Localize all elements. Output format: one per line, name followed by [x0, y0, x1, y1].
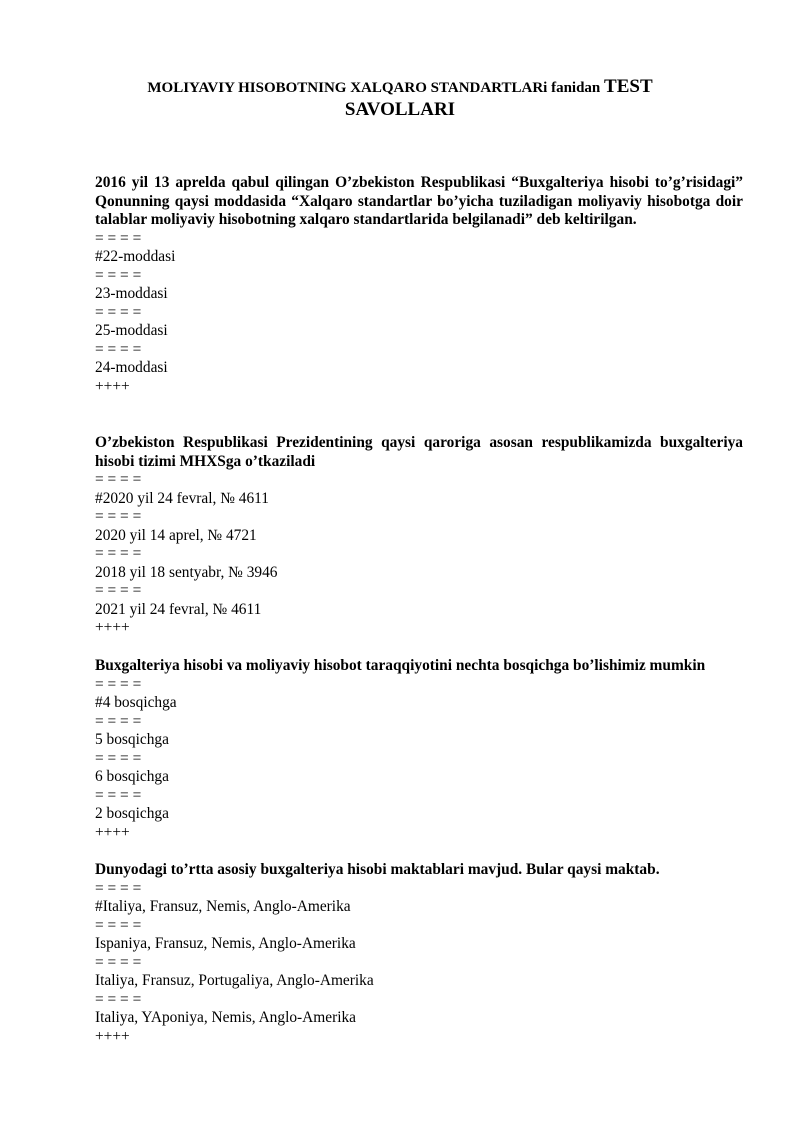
answer-option: 2020 yil 14 aprel, № 4721: [95, 526, 257, 544]
separator: = = = =: [95, 229, 142, 247]
question-text: Dunyodagi to’rtta asosiy buxgalteriya hisobi maktablari mavjud. Bular qaysi maktab.: [95, 861, 660, 878]
terminator: ++++: [95, 619, 130, 636]
separator: = = = =: [95, 712, 142, 730]
answer-option: 25-moddasi: [95, 322, 168, 339]
answer-option: 2018 yil 18 sentyabr, № 3946: [95, 563, 278, 581]
separator: = = = =: [95, 786, 142, 804]
question-block-3: [95, 657, 743, 842]
separator: = = = =: [95, 879, 142, 897]
separator: = = = =: [95, 303, 142, 321]
document-title: [80, 76, 720, 99]
answer-option: 2 bosqichga: [95, 805, 169, 822]
separator: = = = =: [95, 340, 142, 358]
answer-option: Ispaniya, Fransuz, Nemis, Anglo-Amerika: [95, 935, 356, 952]
terminator: ++++: [95, 1027, 130, 1045]
question-block-1: [95, 174, 743, 396]
separator: = = = =: [95, 582, 142, 599]
answer-option: #Italiya, Fransuz, Nemis, Anglo-Amerika: [95, 898, 351, 915]
answer-option: Italiya, Fransuz, Portugaliya, Anglo-Amerika: [95, 972, 374, 989]
answer-option: 6 bosqichga: [95, 768, 169, 785]
answer-option: 24-moddasi: [95, 359, 168, 376]
answer-option: #22-moddasi: [95, 248, 176, 265]
separator: = = = =: [95, 749, 142, 767]
separator: = = = =: [95, 266, 142, 284]
answer-option: #4 bosqichga: [95, 694, 177, 711]
separator: = = = =: [95, 916, 142, 934]
question-text: Buxgalteriya hisobi va moliyaviy hisobot taraqqiyotini nechta bosqichga bo’lishimiz mumkin: [95, 657, 706, 674]
title-main: MOLIYAVIY HISOBOTNING XALQARO STANDARTLARi fanidan: [147, 80, 605, 96]
title-test-word: TEST: [604, 76, 653, 97]
terminator: ++++: [95, 377, 130, 395]
answer-option: Italiya, YAponiya, Nemis, Anglo-Amerika: [95, 1009, 357, 1026]
question-text: 2016 yil 13 aprelda qabul qilingan O’zbekiston Respublikasi “Buxgalteriya hisobi to’g’risidagi” Qonunning qaysi moddasida “Xalqaro standartlar bo’yicha tuziladigan moliyaviy hisobotga doir talablar moliyaviy hisobotning xalqaro standartlarida belgilanadi” deb keltirilgan.: [95, 174, 743, 228]
answer-option: 5 bosqichga: [95, 731, 169, 748]
separator: = = = =: [95, 508, 142, 525]
answer-option: #2020 yil 24 fevral, № 4611: [95, 489, 269, 507]
answer-option: 23-moddasi: [95, 285, 168, 302]
question-block-4: [95, 861, 743, 1046]
document-subtitle: SAVOLLARI: [344, 99, 456, 120]
terminator: ++++: [95, 823, 130, 841]
separator: = = = =: [95, 675, 142, 693]
separator: = = = =: [95, 990, 142, 1008]
separator: = = = =: [95, 545, 142, 562]
separator: = = = =: [95, 471, 142, 488]
separator: = = = =: [95, 953, 142, 971]
question-text: O’zbekiston Respublikasi Prezidentining qaysi qaroriga asosan respublikamizda buxgalteriya hisobi tizimi MHXSga o’tkaziladi: [95, 434, 743, 470]
question-block-2: [95, 434, 743, 638]
answer-option: 2021 yil 24 fevral, № 4611: [95, 600, 262, 618]
